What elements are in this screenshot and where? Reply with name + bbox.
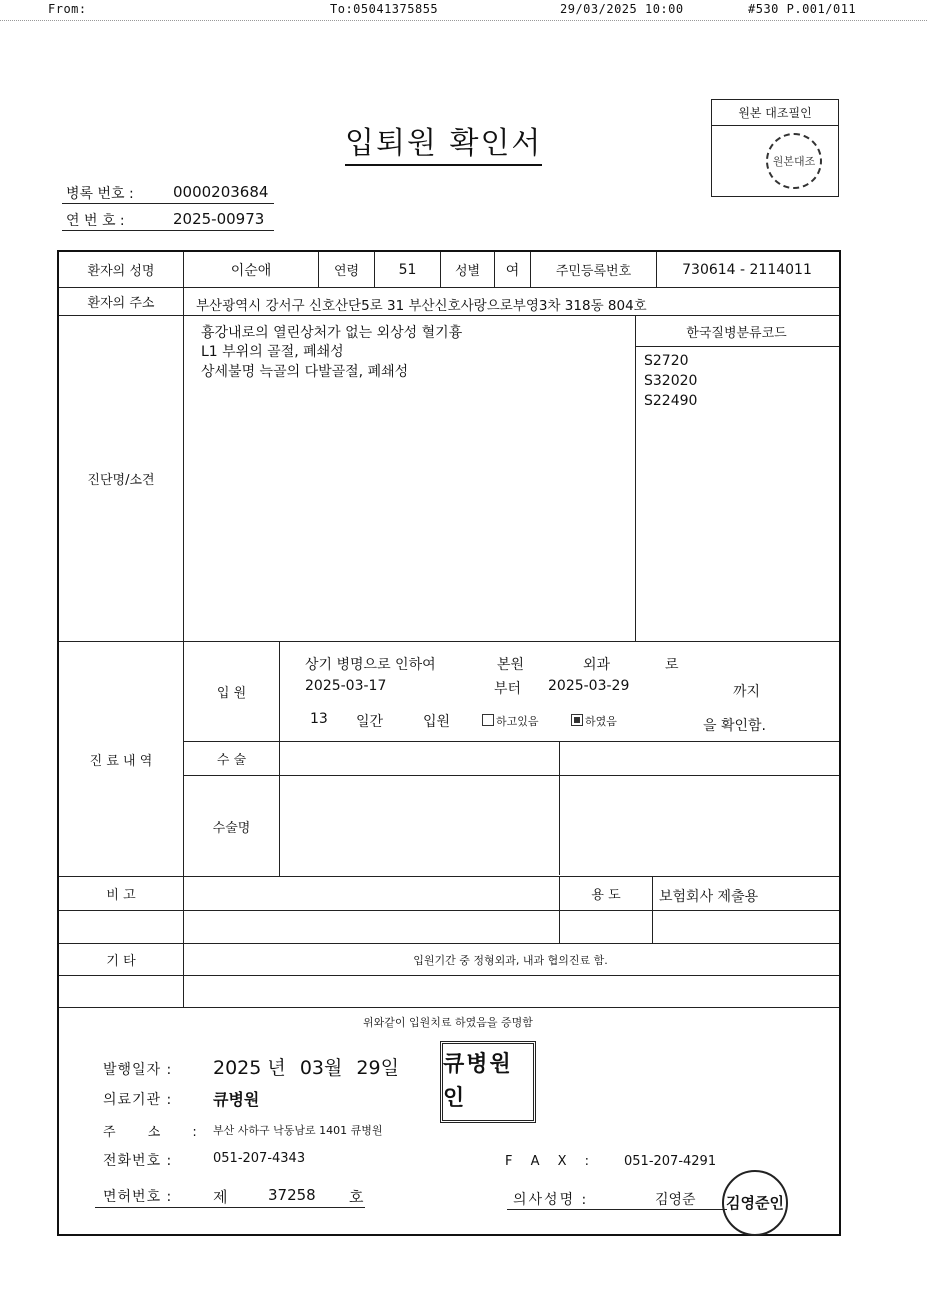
serial-underline <box>62 230 274 231</box>
diagnosis-label: 진단명/소견 <box>87 473 155 488</box>
patient-name: 이순애 <box>230 262 272 279</box>
issue-day: 29일 <box>356 1057 399 1079</box>
license-number: 37258 <box>268 1186 316 1204</box>
fax-page: #530 P.001/011 <box>748 2 857 16</box>
purpose-value: 보험회사 제출용 <box>659 889 759 905</box>
treatment-line1-prefix: 상기 병명으로 인하여 <box>305 657 436 673</box>
doctor-seal <box>722 1170 788 1236</box>
license-suffix: 호 <box>349 1188 364 1206</box>
fax-datetime: 29/03/2025 10:00 <box>560 2 684 16</box>
treatment-dept: 외과 <box>583 657 611 673</box>
admission-label: 입 원 <box>216 686 247 701</box>
doctor-seal-text: 김영준인 <box>726 1194 784 1212</box>
original-check-stamp: 원본대조 <box>766 133 822 189</box>
patient-address: 부산광역시 강서구 신호산단5로 31 부산신호사랑으로부영3차 318동 804호 <box>196 298 647 314</box>
phone-label: 전화번호 : <box>103 1153 173 1169</box>
issue-year: 2025 <box>213 1057 262 1079</box>
treatment-org: 본원 <box>497 657 525 673</box>
other-text: 입원기간 중 정형외과, 내과 협의진료 함. <box>413 953 608 967</box>
record-no: 0000203684 <box>173 183 269 201</box>
serial-label: 연 번 호 : <box>66 213 125 229</box>
record-no-underline <box>62 203 274 204</box>
option-completed: 하였음 <box>571 713 617 729</box>
page-title: 입퇴원 확인서 <box>345 118 542 166</box>
age-value: 51 <box>398 261 417 278</box>
diagnosis-item: 흉강내로의 열린상처가 없는 외상성 혈기흉 <box>201 325 463 341</box>
surgery-label: 수 술 <box>216 753 247 768</box>
row-line-10 <box>59 1007 839 1008</box>
col-line-surgery <box>559 741 560 875</box>
issue-month: 03월 <box>299 1057 343 1079</box>
disease-code: S32020 <box>644 373 698 389</box>
row-line-4 <box>183 741 839 742</box>
fax-label: F A X : <box>505 1154 590 1169</box>
age-label: 연령 <box>333 264 360 279</box>
col-line-code <box>635 315 636 641</box>
institution-name: 큐병원 <box>213 1090 260 1109</box>
col-line-treatment <box>279 641 280 876</box>
record-no-label: 병록 번호 : <box>66 186 134 202</box>
sex-value: 여 <box>505 262 520 279</box>
certify-statement: 위와같이 입원치료 하였음을 증명함 <box>363 1016 533 1029</box>
serial-no: 2025-00973 <box>173 210 265 228</box>
address-label: 환자의 주소 <box>87 296 155 311</box>
phone-value: 051-207-4343 <box>213 1151 306 1166</box>
admission-days: 13 <box>310 711 328 727</box>
license-prefix: 제 <box>213 1188 228 1206</box>
rrn-value: 730614 - 2114011 <box>682 261 812 278</box>
until-word: 까지 <box>733 684 761 700</box>
row-line-5 <box>183 775 839 776</box>
checkbox-unchecked <box>482 714 494 726</box>
row-line-7 <box>59 910 839 911</box>
sex-label: 성별 <box>454 264 481 279</box>
checkbox-checked <box>571 714 583 726</box>
doctor-underline <box>507 1209 727 1210</box>
diagnosis-item: 상세불명 늑골의 다발골절, 폐쇄성 <box>201 364 409 380</box>
admission-start-date: 2025-03-17 <box>305 678 387 694</box>
issue-date <box>213 1053 399 1080</box>
fax-to: To:05041375855 <box>330 2 439 16</box>
disease-code-label: 한국질병분류코드 <box>686 325 787 341</box>
license-label: 면허번호 : <box>103 1189 173 1205</box>
remarks-label: 비 고 <box>106 888 136 903</box>
institution-address: 부산 사하구 낙동남로 1401 큐병원 <box>213 1124 383 1137</box>
original-check-label: 원본 대조필인 <box>712 100 838 126</box>
patient-name-label: 환자의 성명 <box>87 264 155 279</box>
issue-year-word: 년 <box>267 1057 286 1079</box>
fax-divider <box>0 20 927 21</box>
disease-code: S2720 <box>644 353 689 369</box>
institution-label: 의료기관 : <box>103 1092 173 1108</box>
disease-code: S22490 <box>644 393 698 409</box>
address-issue-label: 주 소 : <box>103 1125 197 1140</box>
purpose-label: 용 도 <box>591 888 621 903</box>
code-header-line <box>635 346 839 347</box>
doctor-label: 의사성명 : <box>513 1192 589 1208</box>
doctor-name: 김영준 <box>655 1192 696 1208</box>
surgery-name-label: 수술명 <box>212 820 251 836</box>
admission-word: 입원 <box>423 714 451 730</box>
diagnosis-item: L1 부위의 골절, 폐쇄성 <box>201 344 344 360</box>
license-underline <box>95 1207 365 1208</box>
confirm-text: 을 확인함. <box>703 718 766 734</box>
treatment-line1-suffix: 로 <box>665 657 679 673</box>
issue-date-label: 발행일자 : <box>103 1062 173 1078</box>
hospital-seal <box>440 1041 536 1123</box>
fax-value: 051-207-4291 <box>624 1154 717 1169</box>
rrn-label: 주민등록번호 <box>555 264 632 279</box>
treatment-label: 진 료 내 역 <box>89 753 153 769</box>
other-label: 기 타 <box>106 954 136 969</box>
col-line-purpose-right <box>652 876 653 943</box>
option-in-progress: 하고있음 <box>482 713 539 729</box>
row-line-9 <box>59 975 839 976</box>
fax-from: From: <box>48 2 87 16</box>
label-col-line <box>183 252 184 1007</box>
from-word: 부터 <box>494 681 522 697</box>
admission-end-date: 2025-03-29 <box>548 678 630 694</box>
days-word: 일간 <box>356 714 384 730</box>
hospital-seal-text: 큐병원인 <box>443 1052 513 1111</box>
